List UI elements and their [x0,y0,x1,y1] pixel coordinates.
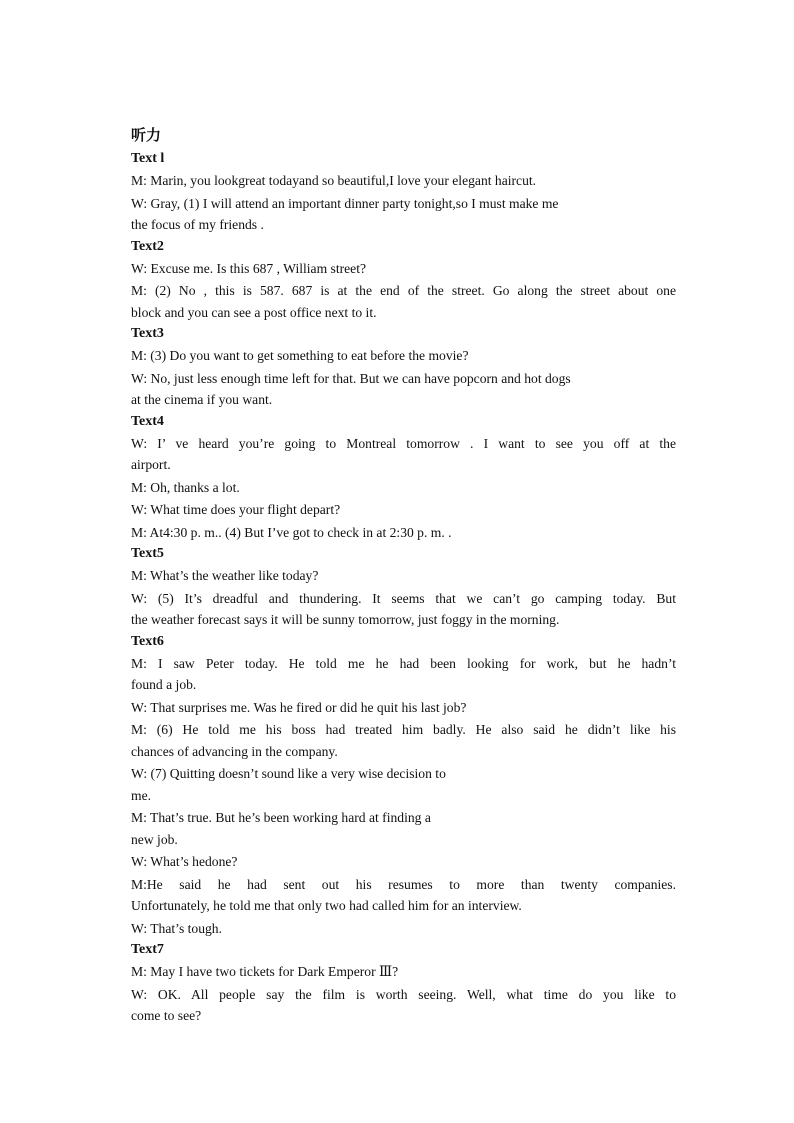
dialogue-line: new job. [131,831,178,847]
dialogue-utterance [131,565,676,587]
text-title: Text l [131,151,165,166]
text-block [131,543,676,631]
text-block [131,148,676,236]
dialogue-line: block and you can see a post office next to it. [131,304,377,320]
dialogue-utterance [131,345,676,367]
text-title: Text2 [131,238,164,254]
dialogue-utterance [131,170,676,192]
dialogue-utterance [131,258,676,280]
dialogue-line: M: Oh, thanks a lot. [131,479,240,495]
dialogue-line: M: Marin, you lookgreat todayand so beautiful,I love your elegant haircut. [131,173,537,188]
text-block [131,631,676,940]
dialogue-line: come to see? [131,1008,202,1023]
dialogue-line: W: What’s hedone? [131,854,238,869]
dialogue-line: the focus of my friends . [131,217,264,232]
text-title: Text4 [131,413,164,429]
dialogue-line: W: OK. All people say the film is worth seeing. Well, what time do you like to [131,986,676,1002]
text-block [131,323,676,411]
dialogue-line: W: I’ ve heard you’re going to Montreal tomorrow . I want to see you off at the [131,435,676,451]
dialogue-utterance [131,961,676,983]
dialogue-utterance [131,653,676,696]
dialogue-line: M: (3) Do you want to get something to eat before the movie? [131,348,469,363]
dialogue-line: chances of advancing in the company. [131,743,338,759]
dialogue-utterance [131,851,676,873]
dialogue-line: W: What time does your flight depart? [131,502,341,517]
text-title: Text3 [131,326,164,341]
dialogue-line: W: That surprises me. Was he fired or did he quit his last job? [131,699,467,715]
dialogue-utterance [131,499,676,521]
dialogue-line: W: Gray, (1) I will attend an important dinner party tonight,so I must make me [131,195,559,211]
dialogue-utterance [131,763,676,806]
dialogue-line: found a job. [131,677,197,692]
dialogue-utterance [131,807,676,850]
dialogue-line: M: (2) No , this is 587. 687 is at the end of the street. Go along the street about one [131,283,676,298]
dialogue-line: me. [131,787,152,803]
text-block [131,411,676,544]
dialogue-line: M: May I have two tickets for Dark Emperor Ⅲ? [131,964,399,979]
dialogue-line: W: (5) It’s dreadful and thundering. It seems that we can’t go camping today. But [131,590,676,606]
document-page [131,124,676,1027]
dialogue-line: M: What’s the weather like today? [131,568,319,583]
dialogue-line: the weather forecast says it will be sunny tomorrow, just foggy in the morning. [131,612,560,627]
section-title: 听力 [131,126,162,144]
dialogue-line: at the cinema if you want. [131,392,273,407]
listening-texts [131,148,676,1027]
dialogue-utterance [131,719,676,762]
text-block [131,939,676,1027]
dialogue-line: W: Excuse me. Is this 687 , William street? [131,260,367,276]
dialogue-utterance [131,697,676,719]
dialogue-line: M: I saw Peter today. He told me he had been looking for work, but he hadn’t [131,655,676,671]
text-title: Text6 [131,633,164,649]
dialogue-line: M: (6) He told me his boss had treated him badly. He also said he didn’t like his [131,722,676,737]
text-title: Text5 [131,546,164,561]
text-block [131,236,676,324]
dialogue-line: Unfortunately, he told me that only two had called him for an interview. [131,898,522,913]
dialogue-utterance [131,477,676,499]
dialogue-utterance [131,874,676,917]
dialogue-utterance [131,193,676,236]
dialogue-utterance [131,280,676,323]
dialogue-line: W: That’s tough. [131,920,222,936]
dialogue-utterance [131,918,676,940]
dialogue-line: W: No, just less enough time left for that. But we can have popcorn and hot dogs [131,370,571,386]
text-title: Text7 [131,942,164,957]
dialogue-utterance [131,588,676,631]
dialogue-line: M: At4:30 p. m.. (4) But I’ve got to check in at 2:30 p. m. . [131,524,452,540]
dialogue-utterance [131,984,676,1027]
dialogue-line: airport. [131,457,171,472]
dialogue-utterance [131,433,676,476]
dialogue-utterance [131,368,676,411]
dialogue-line: M: That’s true. But he’s been working hard at finding a [131,810,431,825]
dialogue-line: M:He said he had sent out his resumes to more than twenty companies. [131,876,676,892]
dialogue-utterance [131,522,676,544]
dialogue-line: W: (7) Quitting doesn’t sound like a very wise decision to [131,766,446,781]
